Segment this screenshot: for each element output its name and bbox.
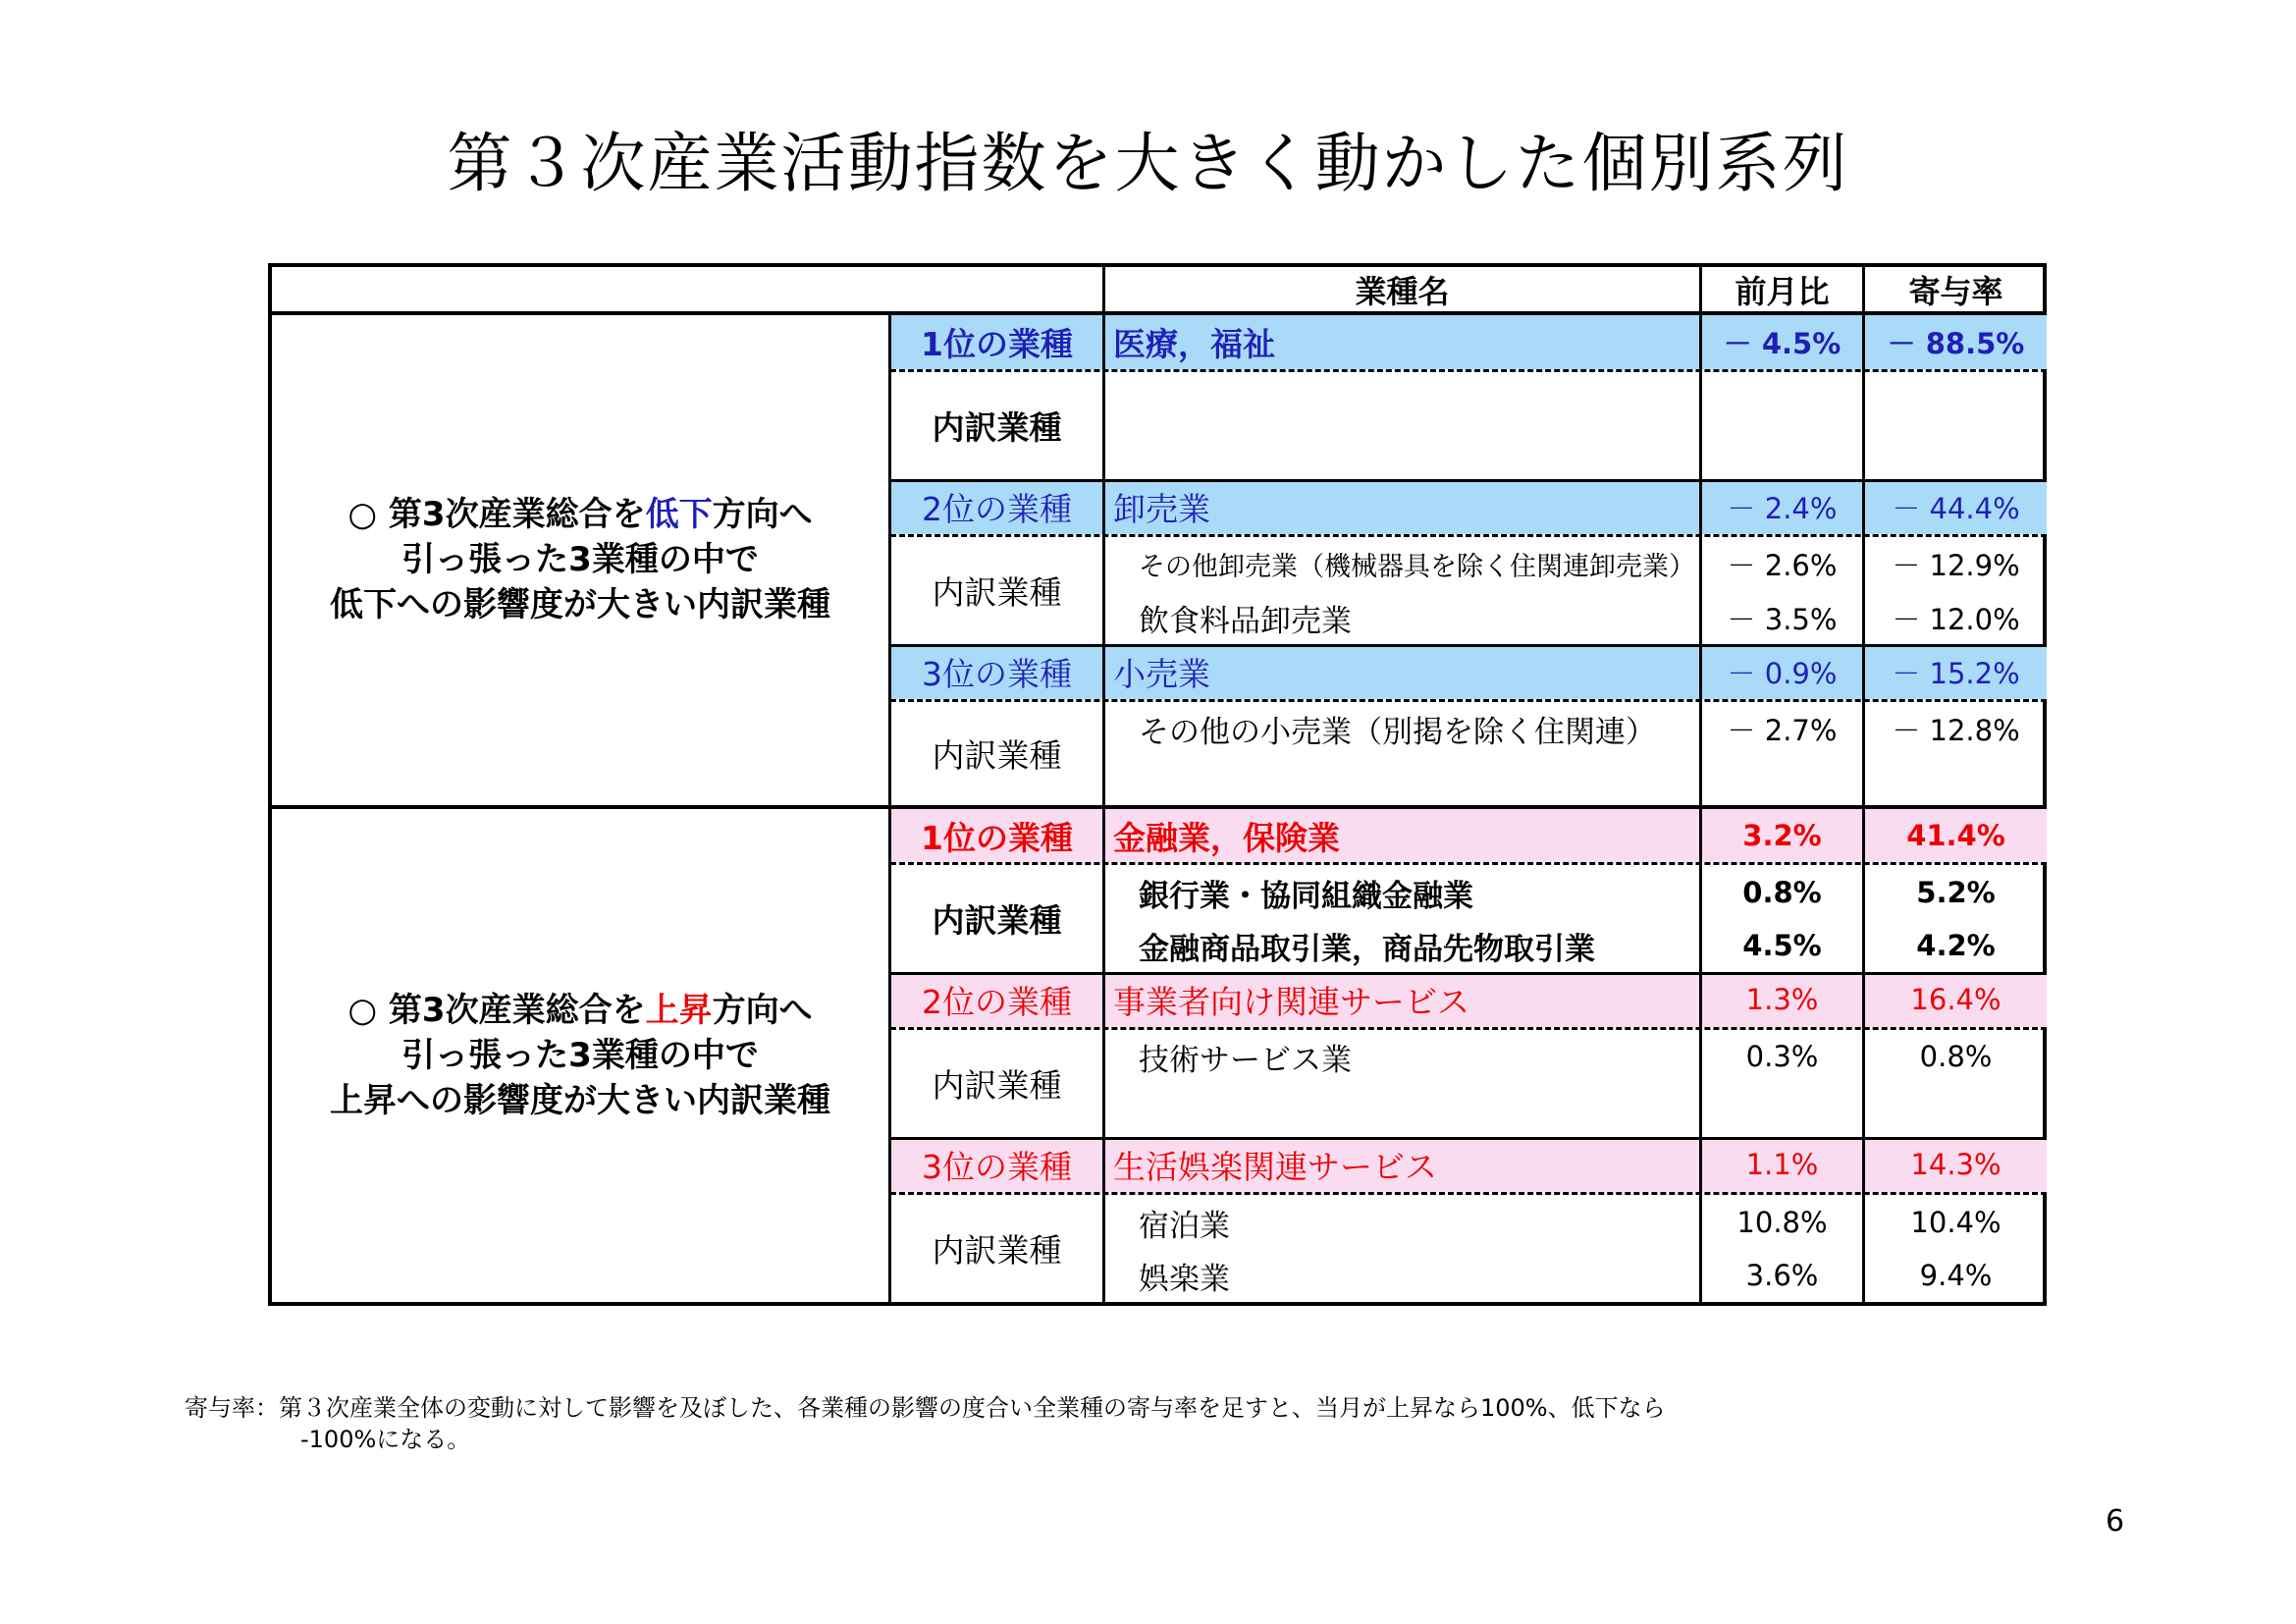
sub-industry-name: 銀行業・協同組織金融業: [1139, 878, 1473, 914]
rank-contribution: 16.4%: [1910, 983, 2002, 1016]
sub-mom: 10.8%: [1736, 1206, 1828, 1239]
sub-mom: 0.8%: [1742, 876, 1822, 909]
group-line1: ○ 第3次産業総合を上昇方向へ: [347, 991, 813, 1030]
rank-mom: 1.3%: [1745, 983, 1819, 1016]
header-contribution: 寄与率: [1908, 272, 2003, 310]
footnote-line2: -100%になる。: [300, 1426, 471, 1453]
rank-label: 2位の業種: [922, 489, 1072, 528]
sub-contribution: 10.4%: [1910, 1206, 2002, 1239]
footnote: [185, 1392, 1666, 1455]
rank-label: 1位の業種: [921, 818, 1073, 857]
sub-contribution: 4.2%: [1916, 929, 1996, 962]
sub-contribution: 9.4%: [1919, 1259, 1993, 1292]
rise-group-label: [272, 809, 888, 1302]
sub-contribution: 5.2%: [1916, 876, 1996, 909]
group-line1: ○ 第3次産業総合を低下方向へ: [347, 495, 813, 534]
rank-label: 3位の業種: [922, 654, 1072, 693]
sub-industry-name: その他卸売業（機械器具を除く住関連卸売業）: [1139, 551, 1695, 582]
sub-industry-name: 金融商品取引業，商品先物取引業: [1139, 931, 1595, 967]
group-line3: 上昇への影響度が大きい内訳業種: [330, 1081, 830, 1120]
sub-contribution: 0.8%: [1919, 1040, 1993, 1073]
header-mom: 前月比: [1735, 272, 1830, 310]
sub-label: 内訳業種: [932, 901, 1062, 940]
page-number: 6: [2106, 1504, 2125, 1539]
sub-contribution: － 12.0%: [1892, 602, 2020, 636]
rank-label: 3位の業種: [922, 1147, 1072, 1186]
sub-label: 内訳業種: [932, 573, 1062, 612]
rank-mom: 3.2%: [1742, 819, 1822, 852]
sub-industry-name: 技術サービス業: [1139, 1042, 1352, 1078]
sub-label: 内訳業種: [932, 408, 1062, 447]
rank-contribution: 14.3%: [1910, 1148, 2002, 1181]
page-title: 第３次産業活動指数を大きく動かした個別系列: [447, 126, 1849, 201]
sub-mom: 0.3%: [1745, 1040, 1819, 1073]
rank-contribution: － 88.5%: [1887, 326, 2025, 360]
sub-label: 内訳業種: [932, 1231, 1062, 1270]
sub-industry-name: その他の小売業（別掲を除く住関連）: [1139, 714, 1656, 750]
rank-mom: － 0.9%: [1727, 656, 1838, 690]
rank-mom: － 4.5%: [1723, 326, 1842, 360]
rank-contribution: － 15.2%: [1892, 656, 2020, 690]
rank-label: 1位の業種: [921, 324, 1073, 363]
sub-industry-name: 宿泊業: [1139, 1208, 1230, 1244]
sub-mom: － 2.6%: [1727, 548, 1838, 582]
sub-mom: 3.6%: [1745, 1259, 1819, 1292]
group-line2: 引っ張った3業種の中で: [401, 1036, 759, 1075]
sub-mom: － 2.7%: [1727, 713, 1838, 747]
industry-ranking-table: [268, 263, 2047, 1306]
rank-industry-name: 卸売業: [1113, 489, 1210, 528]
rank-contribution: － 44.4%: [1892, 491, 2020, 525]
sub-mom: 4.5%: [1742, 929, 1822, 962]
sub-label: 内訳業種: [932, 1066, 1062, 1105]
sub-contribution: － 12.9%: [1892, 548, 2020, 582]
header-industry: 業種名: [1355, 272, 1450, 310]
rank-contribution: 41.4%: [1906, 819, 2005, 852]
sub-industry-name: 娯楽業: [1139, 1261, 1230, 1297]
rank-mom: 1.1%: [1745, 1148, 1819, 1181]
sub-industry-name: 飲食料品卸売業: [1139, 603, 1352, 639]
rank-industry-name: 医療，福祉: [1113, 324, 1275, 363]
rank-industry-name: 事業者向け関連サービス: [1113, 982, 1469, 1021]
sub-mom: － 3.5%: [1727, 602, 1838, 636]
group-line2: 引っ張った3業種の中で: [401, 540, 759, 579]
rank-label: 2位の業種: [922, 982, 1072, 1021]
footnote-line1: 寄与率：第３次産業全体の変動に対して影響を及ぼした、各業種の影響の度合い全業種の寄与率を足すと、当月が上昇なら100%、低下なら: [185, 1394, 1666, 1422]
group-line3: 低下への影響度が大きい内訳業種: [330, 585, 830, 624]
sub-label: 内訳業種: [932, 736, 1062, 775]
sub-contribution: － 12.8%: [1892, 713, 2020, 747]
rank-industry-name: 金融業，保険業: [1113, 818, 1340, 857]
decline-group-label: [272, 314, 888, 805]
rank-industry-name: 生活娯楽関連サービス: [1113, 1147, 1437, 1186]
rank-industry-name: 小売業: [1113, 654, 1210, 693]
rank-mom: － 2.4%: [1727, 491, 1838, 525]
